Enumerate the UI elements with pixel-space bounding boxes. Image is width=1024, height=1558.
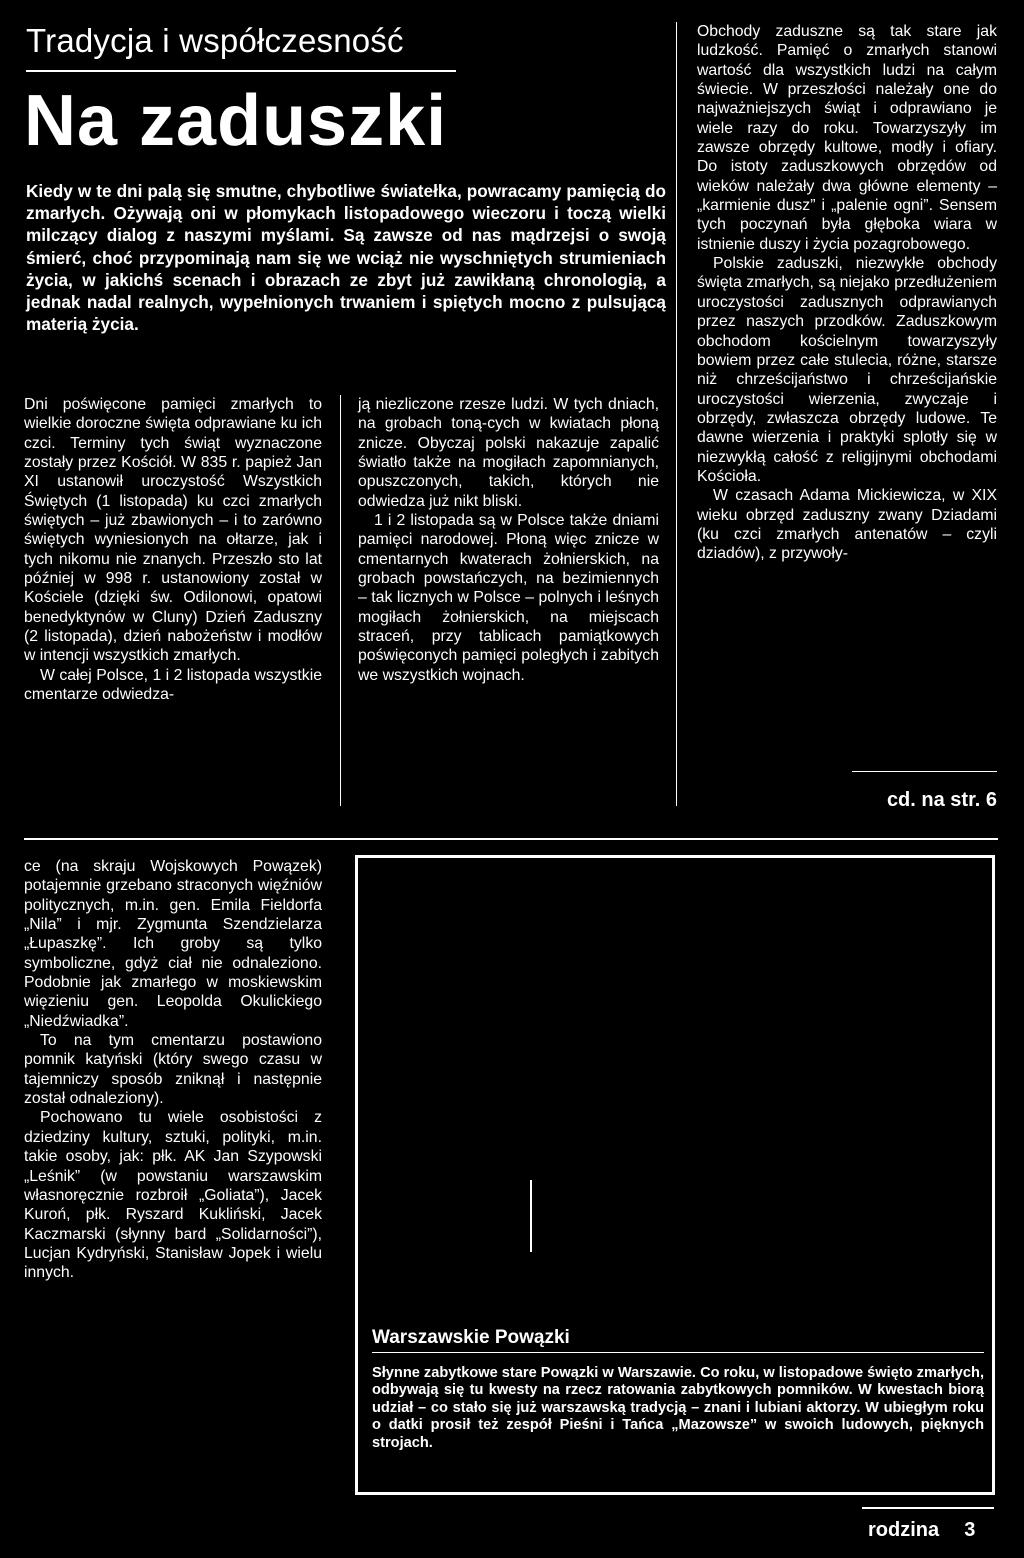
column-2-paragraph-1: ją niezliczone rzesze ludzi. W tych dniach, na grobach toną-cych w kwiatach płoną znicze. Obyczaj polski nakazuje zapalić światło także na mogiłach zapomnianych, opuszczonych, takich, których nie odwiedza już nikt bliski. [358,396,659,510]
article-column-1 [24,395,322,705]
continued-label: cd. na str. 6 [886,789,997,811]
column-1-paragraph-2: W całej Polsce, 1 i 2 listopada wszystkie cmentarze odwiedza- [24,666,322,704]
lower-paragraph-3: Pochowano tu wiele osobistości z dziedziny kultury, sztuki, polityki, m.in. takie osoby, jak: płk. AK Jan Szypowski „Leśnik” (w powstaniu warszawskim własnoręcznie rozbroił „Goliata”), Jacek Kuroń, płk. Ryszard Kukliński, Jacek Kaczmarski (słynny bard „Solidarności”), Lucjan Kydryński, Stanisław Jopek i wielu innych. [24,1109,322,1282]
column-2-paragraph-2: 1 i 2 listopada są w Polsce także dniami pamięci narodowej. Płoną więc znicze w cmentarnych kwaterach żołnierskich, na grobach powstańczych, na bezimiennych – tak licznych w Polsce – polnych i leśnych mogiłach żołnierskich, na miejscach straceń, przy tablicach pamiątkowych poświęconych pamięci poległych i zabitych we wszystkich wojnach. [358,512,659,684]
article-column-3 [697,22,997,564]
lower-article-column [24,857,322,1283]
lead-text: Kiedy w te dni palą się smutne, chybotliwe światełka, powracamy pamięcią do zmarłych. Ożywają oni w płomykach listopadowego wieczoru i toczą wielki milczący dialog z naszymi myślami. Są zawsze od nas mądrzejsi o swoją śmierć, choć przypominają nam się we wciąż nie wyschniętych strumieniach życia, w jakichś scenach i obrazach ze zbyt już zawikłaną chronologią, a jednak nadal realnych, wypełnionych trwaniem i spiętych mocno z pulsującą materią życia. [26,181,666,335]
photo-detail-mark [530,1180,532,1252]
column-divider-1 [340,395,341,806]
column-3-paragraph-3: W czasach Adama Mickiewicza, w XIX wieku obrzęd zaduszny zwany Dziadami (ku czci zmarłych antenatów – czyli dziadów), z przywoły- [697,487,997,563]
page-number: 3 [964,1519,976,1541]
column-divider-2 [676,22,677,806]
photo-caption-text: Słynne zabytkowe stare Powązki w Warszawie. Co roku, w listopadowe święto zmarłych, odbywają się tu kwesty na rzecz ratowania zabytkowych pomników. W kwestach biorą udział – co stało się już warszawską tradycją – znani i lubiani aktorzy. W ubiegłym roku o datki prosił też zespół Pieśni i Tańca „Mazowsze” w swoich ludowych, pięknych strojach. [372,1365,984,1451]
section-divider [24,838,998,840]
footer-rule [862,1507,994,1509]
lower-paragraph-2: To na tym cmentarzu postawiono pomnik katyński (który swego czasu w tajemniczy sposób zniknął i następnie został odnaleziony). [24,1032,322,1108]
column-3-paragraph-1: Obchody zaduszne są tak stare jak ludzkość. Pamięć o zmarłych stanowi wartość dla wszystkich ludzi na całym świecie. W przeszłości należały one do najważniejszych świąt i odprawiano je wiele razy do roku. Towarzyszyły im zawsze obrzędy kultowe, modły i ofiary. Do istoty zaduszkowych obrzędów od wieków należały dwa główne elementy – „karmienie dusz” i „palenie ogni”. Sensem tych poczynań była głęboka wiara w istnienie duszy i życia pozagrobowego. [697,23,997,253]
kicker-rule [26,70,456,72]
page-footer [868,1518,975,1542]
column-3-paragraph-2: Polskie zaduszki, niezwykłe obchody święta zmarłych, są niejako przedłużeniem uroczystości zadusznych odprawianych przez naszych przodków. Zaduszkowym obchodom kościelnym towarzyszyły bowiem przez całe stulecia, różne, starsze niż chrześcijaństwo i chrześcijańskie uroczystości wierzenia, zwyczaje i obrzędy, zwłaszcza obrzędy ludowe. Te dawne wierzenia i praktyki splotły się w niezwykłą całość z religijnymi obchodami Kościoła. [697,255,997,485]
magazine-name: rodzina [868,1519,940,1541]
caption-rule [372,1352,984,1353]
column-1-paragraph-1: Dni poświęcone pamięci zmarłych to wielkie doroczne święta odprawiane ku ich czci. Terminy tych świąt wyznaczone zostały przez Kościół. W 835 r. papież Jan XI ustanowił uroczystość Wszystkich Świętych (1 listopada) ku czci zmarłych świętych – już zbawionych – i to zarówno świętych wyniesionych na ołtarze, jak i tych nikomu nie znanych. Przeszło sto lat później w 998 r. ustanowiony został w Kościele (dzięki św. Odilonowi, opatowi benedyktynów w Cluny) Dzień Zaduszny (2 listopada), dzień nabożeństw i modłów w intencji wszystkich zmarłych. [24,396,322,665]
article-title: Na zaduszki [24,81,448,161]
article-column-2 [358,395,659,685]
continued-rule [852,771,997,772]
photo-caption-title: Warszawskie Powązki [372,1327,570,1348]
lower-paragraph-1: ce (na skraju Wojskowych Powązek) potajemnie grzebano straconych więźniów politycznych, m.in. gen. Emila Fieldorfa „Nila” i mjr. Zygmunta Szendzielarza „Łupaszkę”. Ich groby są tylko symboliczne, gdyż ciał nie odnaleziono. Podobnie jak zmarłego w moskiewskim więzieniu gen. Leopolda Okulickiego „Niedźwiadka”. [24,858,322,1030]
lead-paragraph [26,180,666,335]
section-kicker: Tradycja i współczesność [26,22,404,59]
